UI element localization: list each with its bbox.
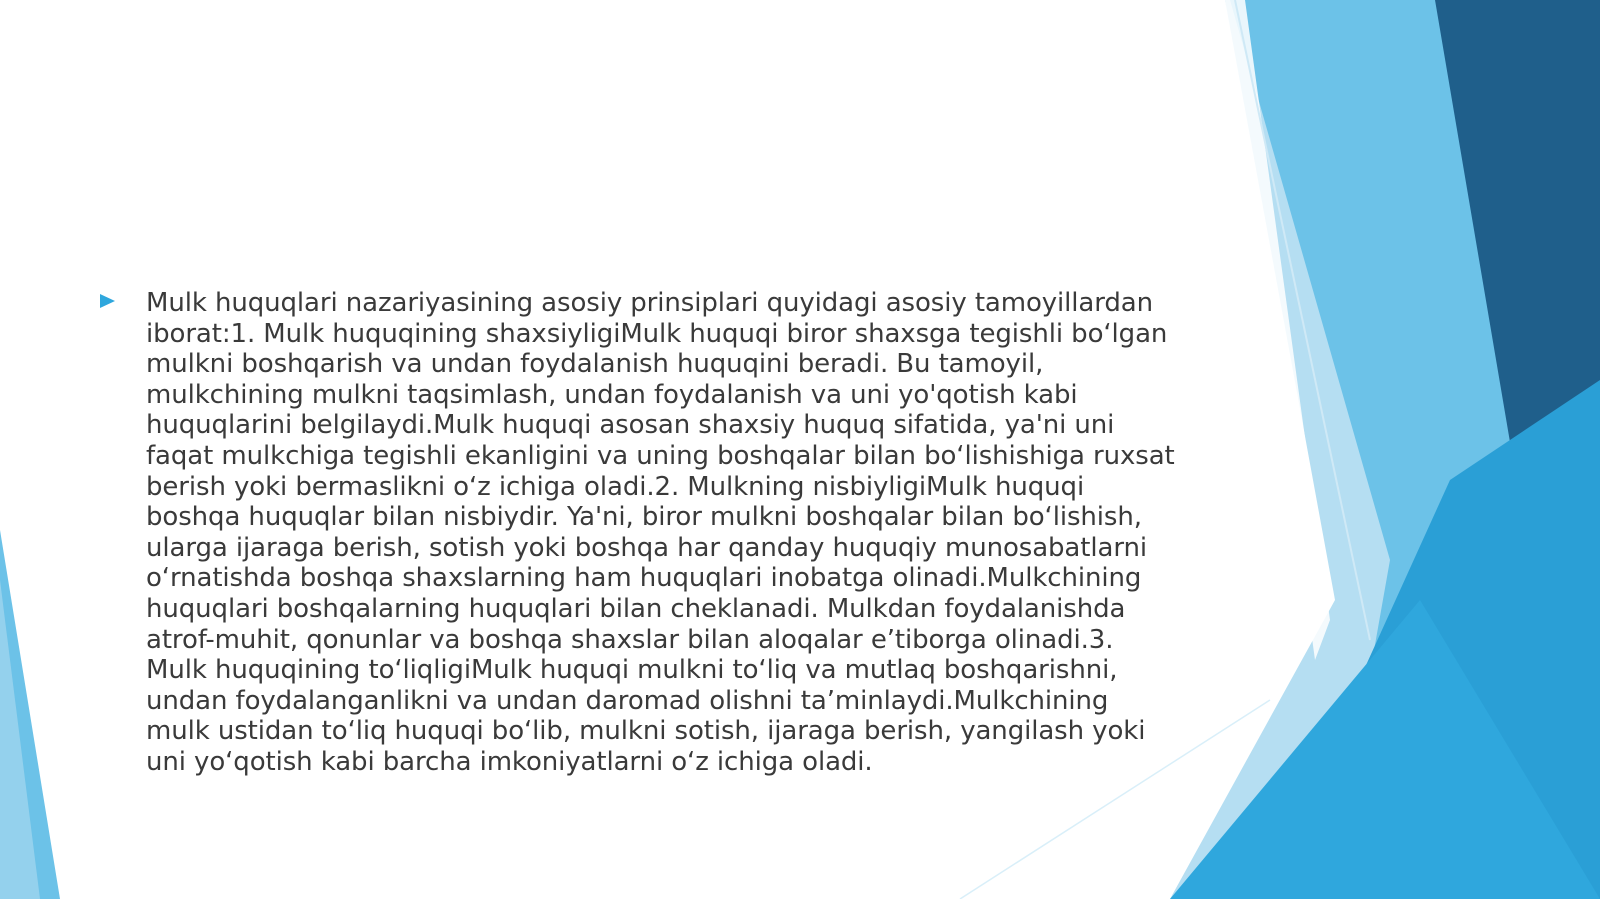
bullet-arrow-icon xyxy=(100,294,115,308)
text-line: Mulk huquqlari nazariyasining asosiy prinsiplari quyidagi asosiy tamoyillardan xyxy=(146,288,1154,318)
text-line: o‘rnatishda boshqa shaxslarning ham huquqlari inobatga olinadi.Mulkchining xyxy=(146,563,1142,594)
text-line: ularga ijaraga berish, sotish yoki boshqa har qanday huquqiy munosabatlarni xyxy=(146,532,1147,563)
bullet-item xyxy=(100,288,1210,778)
text-line: boshqa huquqlar bilan nisbiydir. Ya'ni, biror mulkni boshqalar bilan bo‘lishish, xyxy=(146,502,1142,533)
text-line: uni yo‘qotish kabi barcha imkoniyatlarni o‘z ichiga oladi. xyxy=(146,746,873,777)
text-line: berish yoki bermaslikni o‘z ichiga oladi.2. Mulkning nisbiyligiMulk huquqi xyxy=(146,471,1085,502)
text-line: atrof-muhit, qonunlar va boshqa shaxslar bilan aloqalar e’tiborga olinadi.3. xyxy=(146,624,1114,655)
text-line: Mulk huquqining to‘liqligiMulk huquqi mulkni to‘liq va mutlaq boshqarishni, xyxy=(146,655,1118,686)
text-line: huquqlarini belgilaydi.Mulk huquqi asosan shaxsiy huquq sifatida, ya'ni uni xyxy=(146,410,1115,441)
text-line: undan foydalanganlikni va undan daromad olishni ta’minlaydi.Mulkchining xyxy=(146,685,1109,716)
text-line: faqat mulkchiga tegishli ekanligini va uning boshqalar bilan bo‘lishishiga ruxsat xyxy=(146,440,1175,471)
bullet-text xyxy=(146,288,1175,778)
text-line: iborat:1. Mulk huquqining shaxsiyligiMulk huquqi biror shaxsga tegishli bo‘lgan xyxy=(146,318,1168,349)
text-line: mulkni boshqarish va undan foydalanish huquqini beradi. Bu tamoyil, xyxy=(146,349,1044,380)
text-line: mulkchining mulkni taqsimlash, undan foydalanish va uni yo'qotish kabi xyxy=(146,379,1078,410)
text-line: huquqlari boshqalarning huquqlari bilan cheklanadi. Mulkdan foydalanishda xyxy=(146,593,1126,624)
text-line: mulk ustidan to‘liq huquqi bo‘lib, mulkni sotish, ijaraga berish, yangilash yoki xyxy=(146,716,1146,747)
